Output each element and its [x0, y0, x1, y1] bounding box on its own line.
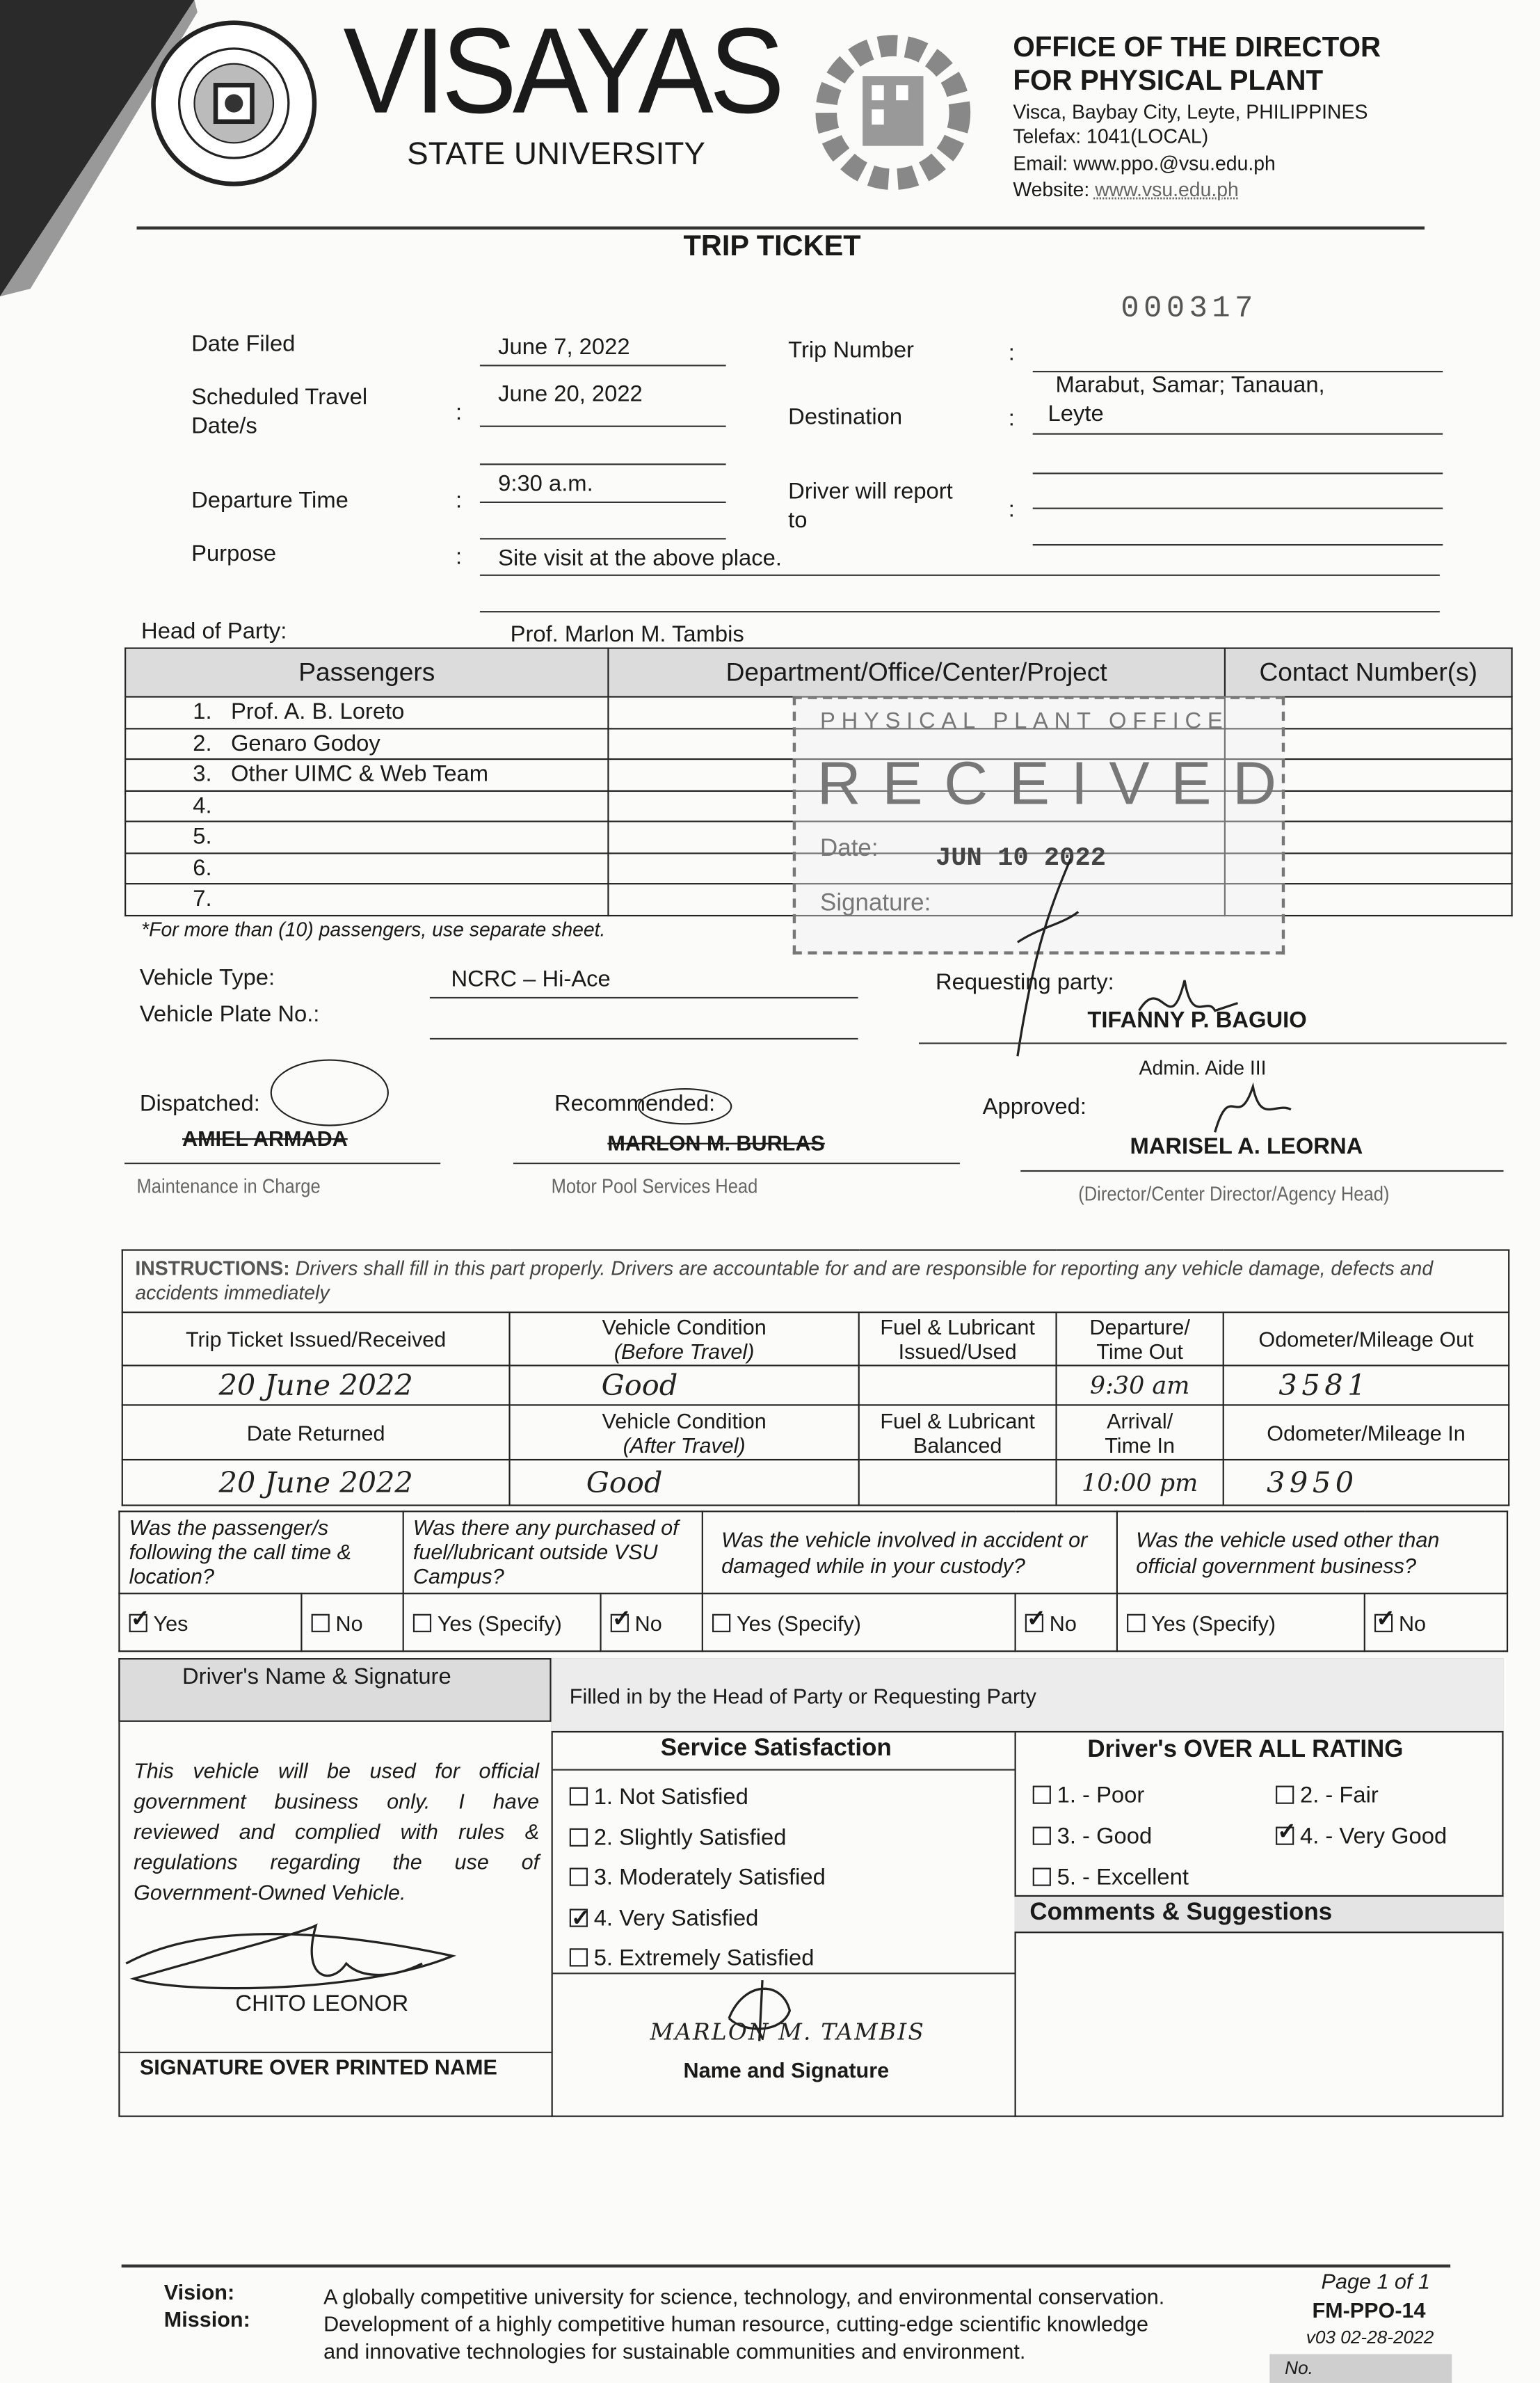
row-number: 6. — [193, 855, 212, 882]
colon: : — [1008, 340, 1015, 367]
option-label: 4. - Very Good — [1299, 1824, 1447, 1850]
mission-text-1: Development of a highly competitive human resource, cutting-edge scientific knowledge — [323, 2311, 1149, 2336]
q3-yes-option[interactable] — [703, 1593, 1016, 1651]
row-number: 7. — [193, 886, 212, 913]
fuel-header: Fuel & Lubricant — [880, 1314, 1035, 1339]
mission-text-2: and innovative technologies for sustainable communities and environment. — [323, 2338, 1026, 2364]
mission-label: Mission: — [163, 2306, 250, 2332]
dispatched-label: Dispatched: — [139, 1091, 260, 1117]
option-label: No — [335, 1610, 363, 1635]
in-header-row — [122, 1405, 1509, 1460]
website-label: Website: — [1013, 177, 1096, 201]
dispatched-signature — [271, 1059, 389, 1126]
after-travel-header: (After Travel) — [623, 1432, 746, 1457]
passengers-note: *For more than (10) passengers, use separate sheet. — [141, 918, 606, 941]
form-title: TRIP TICKET — [683, 231, 861, 263]
option-label: No — [1049, 1610, 1077, 1635]
checkbox-icon[interactable] — [413, 1613, 431, 1632]
driver-log-table — [122, 1249, 1510, 1506]
row-number: 3. — [193, 761, 212, 788]
head-of-party-label: Head of Party: — [141, 619, 287, 645]
requesting-party-name: TIFANNY P. BAGUIO — [1087, 1007, 1307, 1034]
university-name: VISAYAS — [343, 3, 780, 138]
vehicle-type-label: Vehicle Type: — [139, 965, 275, 991]
checkbox-icon[interactable] — [1033, 1827, 1051, 1845]
q4-no-option[interactable] — [1365, 1593, 1507, 1651]
q3-no-option[interactable] — [1016, 1593, 1117, 1651]
rating-option-5[interactable] — [1033, 1865, 1189, 1890]
form-code: FM-PPO-14 — [1312, 2297, 1426, 2322]
checkbox-icon[interactable] — [570, 1828, 588, 1846]
approved-position: (Director/Center Director/Agency Head) — [1078, 1182, 1390, 1206]
colon: : — [1008, 406, 1015, 432]
q2-no-option[interactable] — [601, 1593, 703, 1651]
purpose-value[interactable]: Site visit at the above place. — [498, 545, 782, 572]
condition-after-value[interactable]: Good — [510, 1460, 859, 1506]
odometer-in-header: Odometer/Mileage In — [1224, 1405, 1509, 1460]
service-option-1[interactable] — [570, 1778, 826, 1819]
time-out-value[interactable]: 9:30 am — [1057, 1366, 1224, 1405]
contact-header: Contact Number(s) — [1225, 648, 1512, 697]
driver-report-label: Driver will report — [788, 479, 953, 505]
party-signer-name: MARLON M. TAMBIS — [650, 2018, 925, 2046]
department-header: Department/Office/Center/Project — [608, 648, 1224, 697]
stamp-date-label: Date: — [820, 836, 879, 862]
vehicle-plate-label: Vehicle Plate No.: — [139, 1001, 320, 1028]
question-fuel-purchase: Was there any purchased of fuel/lubricant outside VSU Campus? — [403, 1511, 703, 1593]
in-values-row — [122, 1460, 1509, 1506]
option-label: 1. - Poor — [1057, 1783, 1145, 1809]
office-name-line2: FOR PHYSICAL PLANT — [1013, 63, 1324, 96]
option-label: No — [634, 1610, 662, 1635]
control-number-box — [1269, 2354, 1452, 2383]
stamp-date: JUN 10 2022 — [935, 845, 1106, 874]
form-version: v03 02-28-2022 — [1306, 2327, 1434, 2348]
checkbox-icon[interactable] — [1276, 1786, 1294, 1804]
destination-value-line2[interactable]: Leyte — [1048, 401, 1104, 427]
office-telefax: Telefax: 1041(LOCAL) — [1013, 125, 1209, 148]
option-label: 3. Moderately Satisfied — [593, 1865, 826, 1891]
fuel-header: Fuel & Lubricant — [880, 1408, 1035, 1433]
service-option-3[interactable] — [570, 1858, 826, 1899]
passenger-name[interactable]: Other UIMC & Web Team — [230, 761, 489, 788]
q1-no-option[interactable] — [301, 1593, 403, 1651]
service-option-2[interactable] — [570, 1819, 826, 1859]
departure-time-value[interactable]: 9:30 a.m. — [498, 471, 593, 497]
colon: : — [456, 399, 463, 426]
option-label: 2. Slightly Satisfied — [593, 1824, 787, 1851]
stamp-signature-label: Signature: — [820, 890, 931, 917]
approved-label: Approved: — [982, 1094, 1086, 1120]
questions-table — [118, 1511, 1508, 1652]
departure-time-label: Departure Time — [191, 488, 348, 514]
option-label: Yes (Specify) — [1151, 1610, 1276, 1635]
fuel-balanced-value[interactable] — [859, 1460, 1057, 1506]
odometer-in-value[interactable]: 3950 — [1224, 1460, 1509, 1506]
destination-label: Destination — [788, 404, 903, 431]
dispatched-position: Maintenance in Charge — [136, 1174, 321, 1198]
colon: : — [456, 488, 463, 514]
checkbox-icon[interactable] — [712, 1613, 730, 1632]
fuel-issued-value[interactable] — [859, 1366, 1057, 1405]
party-signature — [714, 1972, 805, 2048]
date-returned-value[interactable]: 20 June 2022 — [122, 1460, 510, 1506]
trip-number-label: Trip Number — [788, 337, 914, 364]
question-accident: Was the vehicle involved in accident or damaged while in your custody? — [703, 1511, 1117, 1593]
option-label: 2. - Fair — [1299, 1783, 1379, 1809]
date-returned-header: Date Returned — [122, 1405, 510, 1460]
condition-before-value[interactable]: Good — [510, 1366, 859, 1405]
vision-label: Vision: — [163, 2279, 235, 2304]
option-label: 5. Extremely Satisfied — [593, 1945, 815, 1972]
colon: : — [1008, 497, 1015, 523]
destination-value-line1[interactable]: Marabut, Samar; Tanauan, — [1055, 372, 1325, 399]
recommended-label: Recommended: — [554, 1091, 716, 1117]
control-number-label: No. — [1285, 2357, 1313, 2379]
university-subtitle: STATE UNIVERSITY — [407, 136, 706, 172]
option-label: Yes — [153, 1610, 189, 1635]
issued-received-header: Trip Ticket Issued/Received — [122, 1312, 510, 1365]
office-name-line1: OFFICE OF THE DIRECTOR — [1013, 30, 1381, 63]
option-label: 4. Very Satisfied — [593, 1905, 759, 1931]
row-number: 2. — [193, 731, 212, 757]
instructions-text: Drivers shall fill in this part properly. Drivers are accountable for and are responsible for reporting any vehicle damage, defects and accidents immediately — [135, 1257, 1434, 1305]
rating-option-3[interactable] — [1033, 1824, 1152, 1849]
party-header: Filled in by the Head of Party or Requesting Party — [569, 1684, 1036, 1709]
vehicle-type-value[interactable]: NCRC – Hi-Ace — [451, 966, 611, 993]
office-address: Visca, Baybay City, Leyte, PHILIPPINES — [1013, 100, 1368, 123]
option-label: 5. - Excellent — [1057, 1865, 1189, 1891]
purpose-label: Purpose — [191, 541, 277, 567]
checkbox-icon[interactable] — [570, 1787, 588, 1806]
time-in-header: Time In — [1105, 1432, 1176, 1457]
dispatched-name: AMIEL ARMADA — [182, 1126, 348, 1151]
driver-signature-caption: SIGNATURE OVER PRINTED NAME — [139, 2055, 497, 2080]
q4-yes-option[interactable] — [1117, 1593, 1365, 1651]
option-label: 1. Not Satisfied — [593, 1784, 748, 1810]
service-option-4[interactable] — [570, 1899, 826, 1939]
driver-report-label-2: to — [788, 507, 808, 534]
option-label: No — [1398, 1610, 1427, 1635]
comments-header: Comments & Suggestions — [1029, 1899, 1333, 1926]
stamp-signature-scribble — [1002, 851, 1093, 1064]
stamp-received: RECEIVED — [817, 751, 1298, 818]
head-of-party-value[interactable]: Prof. Marlon M. Tambis — [510, 621, 744, 648]
vision-text: A globally competitive university for science, technology, and environmental conservation. — [323, 2284, 1165, 2309]
physical-plant-gear-icon — [805, 31, 975, 195]
scheduled-travel-label: Scheduled Travel — [191, 384, 368, 411]
q2-yes-option[interactable] — [403, 1593, 601, 1651]
q1-yes-option[interactable] — [119, 1593, 301, 1651]
checkbox-icon[interactable] — [1033, 1786, 1051, 1804]
driver-header: Driver's Name & Signature — [182, 1664, 451, 1690]
stamp-office: PHYSICAL PLANT OFFICE — [820, 708, 1229, 735]
approved-name: MARISEL A. LEORNA — [1130, 1133, 1363, 1160]
scheduled-travel-label-2: Date/s — [191, 413, 257, 440]
passengers-header: Passengers — [125, 648, 608, 697]
vehicle-condition-header: Vehicle Condition — [602, 1314, 767, 1339]
checkbox-icon[interactable] — [1127, 1613, 1145, 1632]
checkbox-icon[interactable] — [1033, 1868, 1051, 1886]
recommended-signature — [638, 1088, 732, 1124]
departure-header: Departure/ — [1089, 1314, 1190, 1339]
service-satisfaction-options — [570, 1778, 826, 1979]
checkbox-checked-icon[interactable] — [1025, 1613, 1043, 1632]
balanced-header: Balanced — [913, 1432, 1002, 1457]
checkbox-checked-icon[interactable] — [611, 1613, 629, 1632]
requesting-party-label: Requesting party: — [935, 969, 1114, 996]
out-values-row — [122, 1366, 1509, 1405]
checkbox-icon[interactable] — [570, 1948, 588, 1966]
university-seal-icon — [149, 18, 319, 189]
checkbox-checked-icon[interactable] — [129, 1613, 147, 1632]
checkbox-checked-icon[interactable] — [570, 1908, 588, 1926]
page-number: Page 1 of 1 — [1321, 2269, 1430, 2294]
requesting-party-position: Admin. Aide III — [1139, 1056, 1267, 1079]
date-filed-label: Date Filed — [191, 331, 296, 358]
question-call-time: Was the passenger/s following the call time & location? — [119, 1511, 403, 1593]
driver-rating-header: Driver's OVER ALL RATING — [1087, 1737, 1404, 1763]
out-header-row — [122, 1312, 1509, 1365]
option-label: Yes (Specify) — [437, 1610, 562, 1635]
rating-option-4[interactable] — [1276, 1824, 1447, 1849]
row-number: 1. — [193, 699, 212, 726]
checkbox-checked-icon[interactable] — [1374, 1613, 1393, 1632]
instructions-label: INSTRUCTIONS: — [135, 1257, 290, 1280]
checkbox-icon[interactable] — [312, 1613, 330, 1632]
checkbox-icon[interactable] — [570, 1868, 588, 1886]
website-link[interactable]: www.vsu.edu.ph — [1095, 177, 1239, 201]
service-satisfaction-header: Service Satisfaction — [660, 1735, 892, 1762]
issued-date-value[interactable]: 20 June 2022 — [122, 1366, 510, 1405]
serial-number: 000317 — [1121, 292, 1258, 327]
odometer-out-value[interactable]: 3581 — [1224, 1366, 1509, 1405]
option-label: Yes (Specify) — [736, 1610, 861, 1635]
rating-option-1[interactable] — [1033, 1783, 1145, 1808]
recommended-name: MARLON M. BURLAS — [607, 1131, 825, 1156]
recommended-position: Motor Pool Services Head — [551, 1174, 758, 1198]
driver-name: CHITO LEONOR — [235, 1991, 409, 2017]
driver-statement: This vehicle will be used for official government business only. I have reviewed and complied with rules & regulations regarding the use of Government-Owned Vehicle. — [134, 1758, 540, 1904]
arrival-header: Arrival/ — [1107, 1408, 1173, 1433]
scheduled-travel-value[interactable]: June 20, 2022 — [498, 381, 643, 408]
row-number: 4. — [193, 792, 212, 819]
time-out-header: Time Out — [1096, 1339, 1183, 1364]
time-in-value[interactable]: 10:00 pm — [1057, 1460, 1224, 1506]
date-filed-value[interactable]: June 7, 2022 — [498, 334, 630, 360]
comments-field[interactable] — [1018, 1936, 1500, 2112]
office-email: Email: www.ppo.@vsu.edu.ph — [1013, 152, 1276, 175]
party-signature-caption: Name and Signature — [683, 2057, 890, 2082]
option-label: 3. - Good — [1057, 1824, 1153, 1850]
before-travel-header: (Before Travel) — [613, 1339, 755, 1364]
vehicle-condition-header: Vehicle Condition — [602, 1408, 767, 1433]
colon: : — [456, 543, 463, 571]
checkbox-checked-icon[interactable] — [1276, 1827, 1294, 1845]
issued-used-header: Issued/Used — [898, 1339, 1017, 1364]
passenger-name[interactable]: Genaro Godoy — [230, 731, 380, 757]
rating-option-2[interactable] — [1276, 1783, 1379, 1808]
odometer-out-header: Odometer/Mileage Out — [1224, 1312, 1509, 1365]
passenger-name[interactable]: Prof. A. B. Loreto — [230, 699, 405, 726]
row-number: 5. — [193, 824, 212, 850]
question-non-official-use: Was the vehicle used other than official government business? — [1117, 1511, 1507, 1593]
